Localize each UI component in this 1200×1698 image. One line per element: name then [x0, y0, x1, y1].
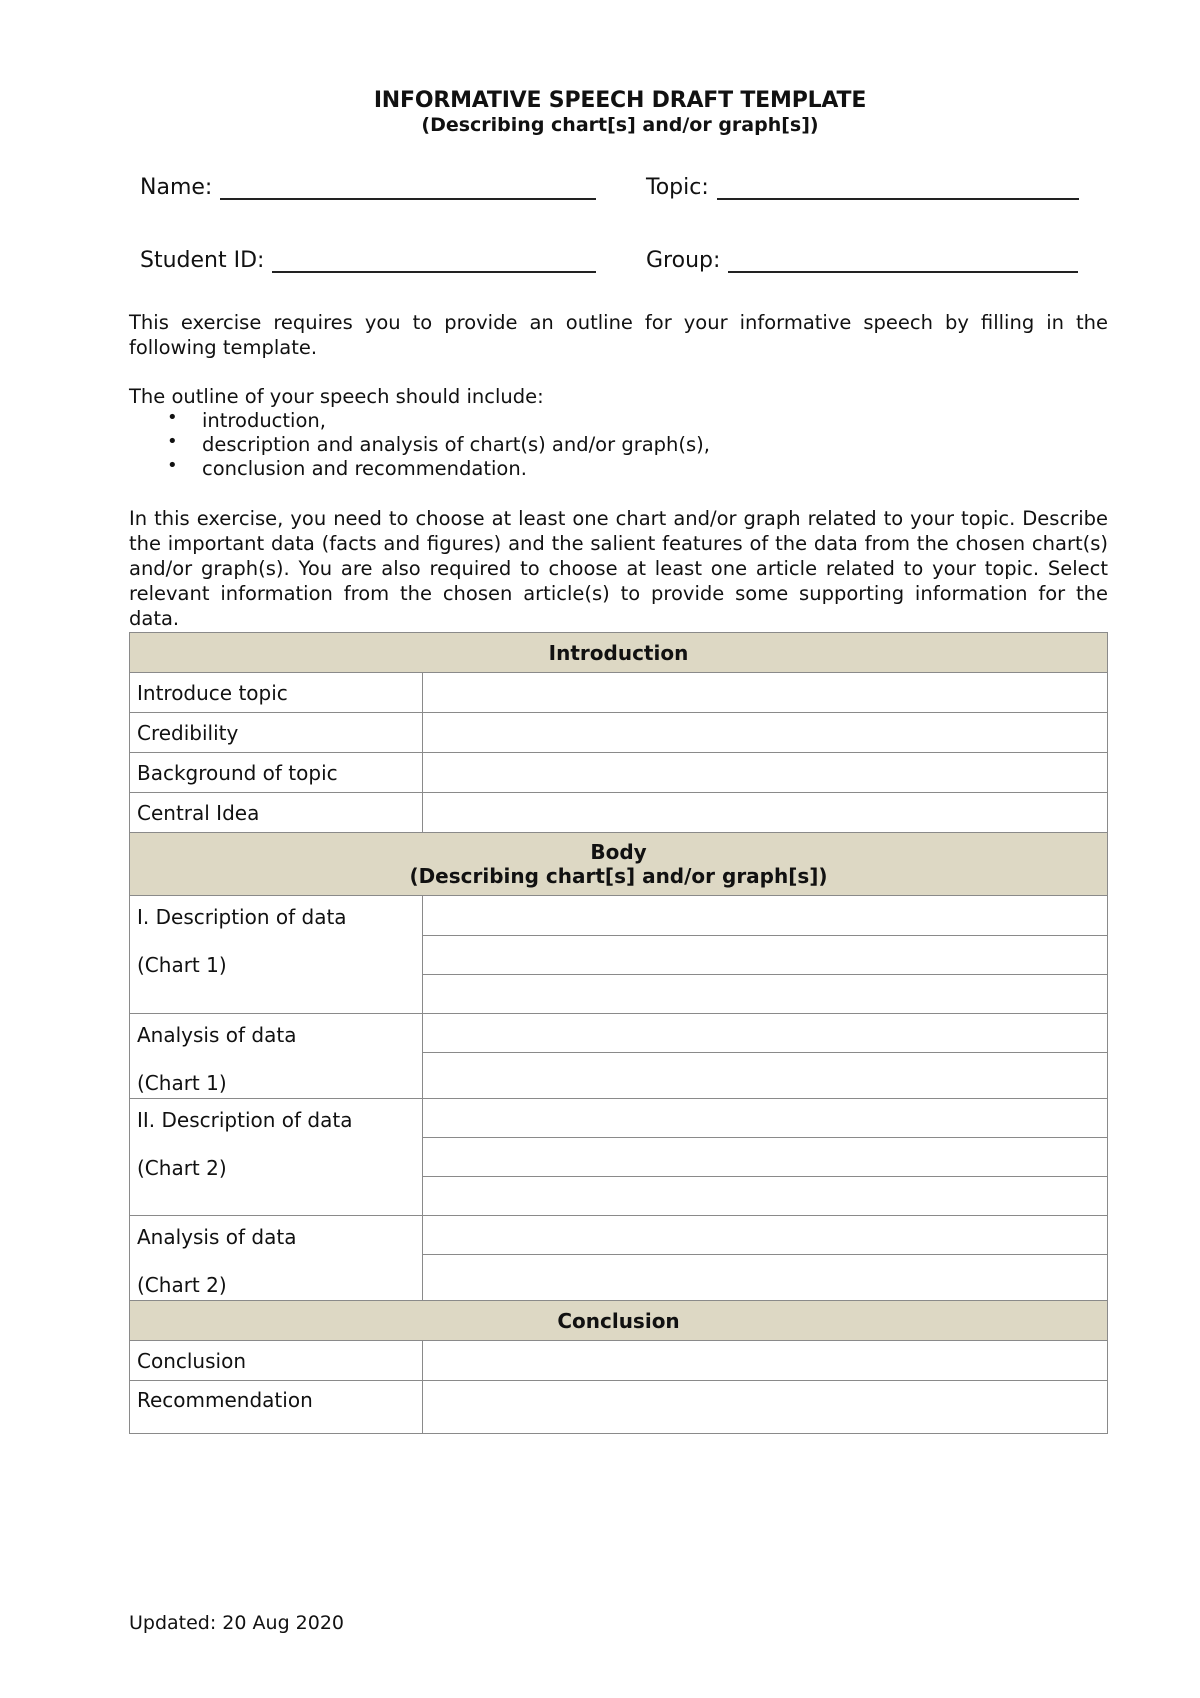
analysis-chart1-title: Analysis of data	[137, 1023, 297, 1047]
description-chart2-label	[130, 1099, 423, 1216]
description-chart2-title: II. Description of data	[137, 1108, 353, 1132]
table-row	[130, 1341, 1108, 1381]
answer-cell[interactable]	[423, 1053, 1108, 1099]
body-header-subtitle: (Describing chart[s] and/or graph[s])	[409, 864, 828, 888]
instruction-paragraph-2: The outline of your speech should include:	[129, 385, 544, 408]
topic-blank-line[interactable]	[717, 178, 1079, 200]
name-field[interactable]	[140, 175, 596, 200]
row-label: Central Idea	[130, 793, 423, 833]
bullet-item: • description and analysis of chart(s) and/or graph(s),	[167, 433, 710, 457]
introduction-header-row	[130, 633, 1108, 673]
answer-cell[interactable]	[423, 1255, 1108, 1301]
description-chart2-chart: (Chart 2)	[137, 1156, 227, 1180]
introduction-header: Introduction	[130, 633, 1108, 673]
answer-cell[interactable]	[423, 753, 1108, 793]
answer-cell[interactable]	[423, 793, 1108, 833]
answer-cell[interactable]	[423, 1138, 1108, 1177]
answer-cell[interactable]	[423, 1177, 1108, 1216]
description-chart1-label	[130, 896, 423, 1014]
answer-cell[interactable]	[423, 936, 1108, 975]
bullet-item: • conclusion and recommendation.	[167, 457, 710, 481]
answer-cell[interactable]	[423, 1099, 1108, 1138]
group-field[interactable]	[646, 248, 1078, 273]
table-row	[130, 793, 1108, 833]
body-header-title: Body	[590, 840, 647, 864]
document-subtitle: (Describing chart[s] and/or graph[s])	[421, 114, 819, 136]
name-blank-line[interactable]	[220, 178, 596, 200]
row-label: Recommendation	[130, 1381, 423, 1434]
answer-cell[interactable]	[423, 1381, 1108, 1434]
answer-cell[interactable]	[423, 896, 1108, 936]
name-label: Name:	[140, 175, 213, 200]
analysis-chart2-chart: (Chart 2)	[137, 1273, 227, 1297]
student-id-field[interactable]	[140, 248, 596, 273]
row-label: Credibility	[130, 713, 423, 753]
answer-cell[interactable]	[423, 975, 1108, 1014]
updated-date: Updated: 20 Aug 2020	[129, 1612, 345, 1634]
instruction-paragraph-1: This exercise requires you to provide an outline for your informative speech by filling in the following template.	[129, 311, 1108, 359]
row-label: Background of topic	[130, 753, 423, 793]
instruction-paragraph-3: In this exercise, you need to choose at least one chart and/or graph related to your topic. Describe the important data (facts and figures) and the salient features of the data from the chosen chart(s) and/or graph(s). You are also required to choose at least one article related to your topic. Select relevant information from the chosen article(s) to provide some supporting information for the data.	[129, 507, 1108, 630]
analysis-chart2-title: Analysis of data	[137, 1225, 297, 1249]
table-row	[130, 1216, 1108, 1255]
table-row	[130, 673, 1108, 713]
description-chart1-chart: (Chart 1)	[137, 953, 227, 977]
table-row	[130, 753, 1108, 793]
student-id-label: Student ID:	[140, 248, 265, 273]
body-header-row	[130, 833, 1108, 896]
answer-cell[interactable]	[423, 713, 1108, 753]
body-header	[130, 833, 1108, 896]
table-row	[130, 713, 1108, 753]
table-row	[130, 1099, 1108, 1138]
bullet-item: • introduction,	[167, 409, 710, 433]
document-title: INFORMATIVE SPEECH DRAFT TEMPLATE	[373, 88, 867, 113]
table-row	[130, 1381, 1108, 1434]
student-id-blank-line[interactable]	[272, 251, 596, 273]
topic-label: Topic:	[646, 175, 709, 200]
conclusion-header: Conclusion	[130, 1301, 1108, 1341]
answer-cell[interactable]	[423, 673, 1108, 713]
conclusion-header-row	[130, 1301, 1108, 1341]
table-row	[130, 896, 1108, 936]
answer-cell[interactable]	[423, 1216, 1108, 1255]
outline-table	[129, 632, 1108, 1434]
answer-cell[interactable]	[423, 1014, 1108, 1053]
row-label: Introduce topic	[130, 673, 423, 713]
description-chart1-title: I. Description of data	[137, 905, 347, 929]
outline-bullet-list	[167, 409, 710, 481]
analysis-chart2-label	[130, 1216, 423, 1301]
row-label: Conclusion	[130, 1341, 423, 1381]
table-row	[130, 1014, 1108, 1053]
group-label: Group:	[646, 248, 721, 273]
topic-field[interactable]	[646, 175, 1079, 200]
group-blank-line[interactable]	[728, 251, 1078, 273]
analysis-chart1-chart: (Chart 1)	[137, 1071, 227, 1095]
analysis-chart1-label	[130, 1014, 423, 1099]
answer-cell[interactable]	[423, 1341, 1108, 1381]
